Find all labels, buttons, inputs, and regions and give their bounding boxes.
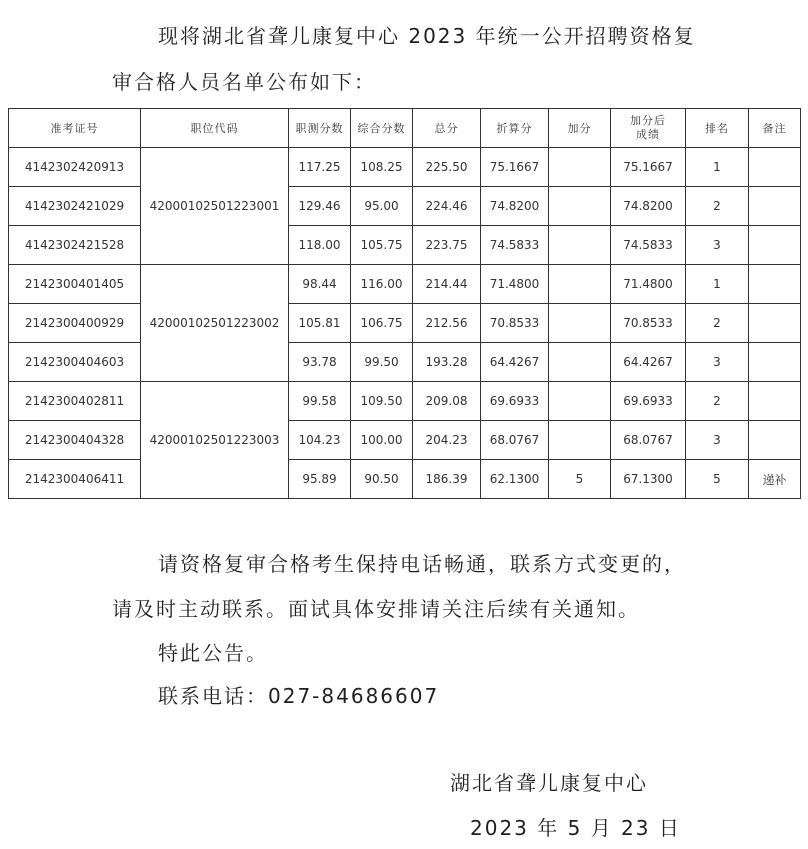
cell-after-bonus: 69.6933	[611, 382, 686, 421]
cell-rank: 1	[686, 148, 749, 187]
cell-remark	[749, 382, 801, 421]
signature-org: 湖北省聋儿康复中心	[450, 771, 648, 795]
cell-total: 224.46	[413, 187, 481, 226]
cell-after-bonus: 70.8533	[611, 304, 686, 343]
header-after-bonus-line2: 成绩	[636, 128, 660, 141]
cell-remark	[749, 304, 801, 343]
signature-date: 2023 年 5 月 23 日	[470, 816, 681, 840]
cell-rank: 3	[686, 421, 749, 460]
cell-exam-no: 2142300401405	[9, 265, 141, 304]
contact-phone: 联系电话：027-84686607	[158, 684, 440, 708]
cell-bonus	[549, 265, 611, 304]
cell-position-code: 42000102501223001	[141, 148, 289, 265]
cell-rank: 5	[686, 460, 749, 499]
cell-remark	[749, 343, 801, 382]
cell-rank: 3	[686, 226, 749, 265]
cell-bonus	[549, 304, 611, 343]
cell-comprehensive-score: 106.75	[351, 304, 413, 343]
cell-after-bonus: 68.0767	[611, 421, 686, 460]
cell-converted: 70.8533	[481, 304, 549, 343]
cell-remark	[749, 187, 801, 226]
cell-converted: 71.4800	[481, 265, 549, 304]
cell-written-score: 99.58	[289, 382, 351, 421]
cell-bonus	[549, 226, 611, 265]
cell-position-code: 42000102501223003	[141, 382, 289, 499]
cell-after-bonus: 64.4267	[611, 343, 686, 382]
cell-converted: 68.0767	[481, 421, 549, 460]
cell-rank: 1	[686, 265, 749, 304]
cell-written-score: 129.46	[289, 187, 351, 226]
cell-total: 204.23	[413, 421, 481, 460]
cell-written-score: 98.44	[289, 265, 351, 304]
cell-comprehensive-score: 100.00	[351, 421, 413, 460]
table-row	[9, 265, 801, 304]
cell-after-bonus: 74.5833	[611, 226, 686, 265]
header-total: 总分	[413, 109, 481, 148]
cell-written-score: 93.78	[289, 343, 351, 382]
header-written-score: 职测分数	[289, 109, 351, 148]
cell-comprehensive-score: 95.00	[351, 187, 413, 226]
cell-rank: 2	[686, 304, 749, 343]
body-line-2: 请及时主动联系。面试具体安排请关注后续有关通知。	[112, 597, 640, 621]
cell-converted: 74.8200	[481, 187, 549, 226]
cell-bonus	[549, 343, 611, 382]
cell-total: 193.28	[413, 343, 481, 382]
cell-total: 214.44	[413, 265, 481, 304]
cell-remark	[749, 226, 801, 265]
cell-bonus	[549, 421, 611, 460]
cell-converted: 74.5833	[481, 226, 549, 265]
cell-total: 212.56	[413, 304, 481, 343]
cell-remark	[749, 148, 801, 187]
cell-total: 209.08	[413, 382, 481, 421]
cell-comprehensive-score: 109.50	[351, 382, 413, 421]
header-exam-no: 准考证号	[9, 109, 141, 148]
cell-total: 186.39	[413, 460, 481, 499]
cell-exam-no: 2142300404328	[9, 421, 141, 460]
cell-bonus	[549, 382, 611, 421]
cell-exam-no: 2142300406411	[9, 460, 141, 499]
cell-written-score: 117.25	[289, 148, 351, 187]
cell-comprehensive-score: 105.75	[351, 226, 413, 265]
intro-line-2: 审合格人员名单公布如下：	[112, 70, 376, 94]
cell-exam-no: 4142302420913	[9, 148, 141, 187]
cell-remark	[749, 421, 801, 460]
cell-remark	[749, 265, 801, 304]
cell-comprehensive-score: 90.50	[351, 460, 413, 499]
closing-notice: 特此公告。	[158, 641, 268, 665]
cell-written-score: 104.23	[289, 421, 351, 460]
cell-exam-no: 2142300402811	[9, 382, 141, 421]
table-row	[9, 148, 801, 187]
cell-after-bonus: 71.4800	[611, 265, 686, 304]
cell-comprehensive-score: 116.00	[351, 265, 413, 304]
cell-bonus	[549, 187, 611, 226]
body-line-1: 请资格复审合格考生保持电话畅通，联系方式变更的，	[158, 552, 686, 576]
header-converted: 折算分	[481, 109, 549, 148]
header-remark: 备注	[749, 109, 801, 148]
header-comprehensive-score: 综合分数	[351, 109, 413, 148]
cell-exam-no: 2142300400929	[9, 304, 141, 343]
cell-position-code: 42000102501223002	[141, 265, 289, 382]
cell-comprehensive-score: 108.25	[351, 148, 413, 187]
cell-written-score: 105.81	[289, 304, 351, 343]
cell-written-score: 118.00	[289, 226, 351, 265]
table-row	[9, 187, 801, 226]
table-row	[9, 343, 801, 382]
header-after-bonus	[611, 109, 686, 148]
cell-converted: 64.4267	[481, 343, 549, 382]
header-rank: 排名	[686, 109, 749, 148]
cell-rank: 2	[686, 187, 749, 226]
cell-exam-no: 2142300404603	[9, 343, 141, 382]
cell-written-score: 95.89	[289, 460, 351, 499]
cell-exam-no: 4142302421528	[9, 226, 141, 265]
table-header-row	[9, 109, 801, 148]
cell-after-bonus: 75.1667	[611, 148, 686, 187]
cell-exam-no: 4142302421029	[9, 187, 141, 226]
table-row	[9, 382, 801, 421]
cell-bonus: 5	[549, 460, 611, 499]
cell-converted: 75.1667	[481, 148, 549, 187]
table-row	[9, 226, 801, 265]
cell-after-bonus: 67.1300	[611, 460, 686, 499]
cell-after-bonus: 74.8200	[611, 187, 686, 226]
header-position-code: 职位代码	[141, 109, 289, 148]
cell-bonus	[549, 148, 611, 187]
table-row	[9, 460, 801, 499]
cell-total: 223.75	[413, 226, 481, 265]
table-row	[9, 304, 801, 343]
cell-total: 225.50	[413, 148, 481, 187]
cell-remark: 递补	[749, 460, 801, 499]
results-table	[8, 108, 801, 499]
cell-rank: 3	[686, 343, 749, 382]
cell-comprehensive-score: 99.50	[351, 343, 413, 382]
header-after-bonus-line1: 加分后	[630, 114, 666, 127]
table-row	[9, 421, 801, 460]
cell-rank: 2	[686, 382, 749, 421]
header-bonus: 加分	[549, 109, 611, 148]
cell-converted: 69.6933	[481, 382, 549, 421]
intro-line-1: 现将湖北省聋儿康复中心 2023 年统一公开招聘资格复	[158, 24, 696, 48]
cell-converted: 62.1300	[481, 460, 549, 499]
